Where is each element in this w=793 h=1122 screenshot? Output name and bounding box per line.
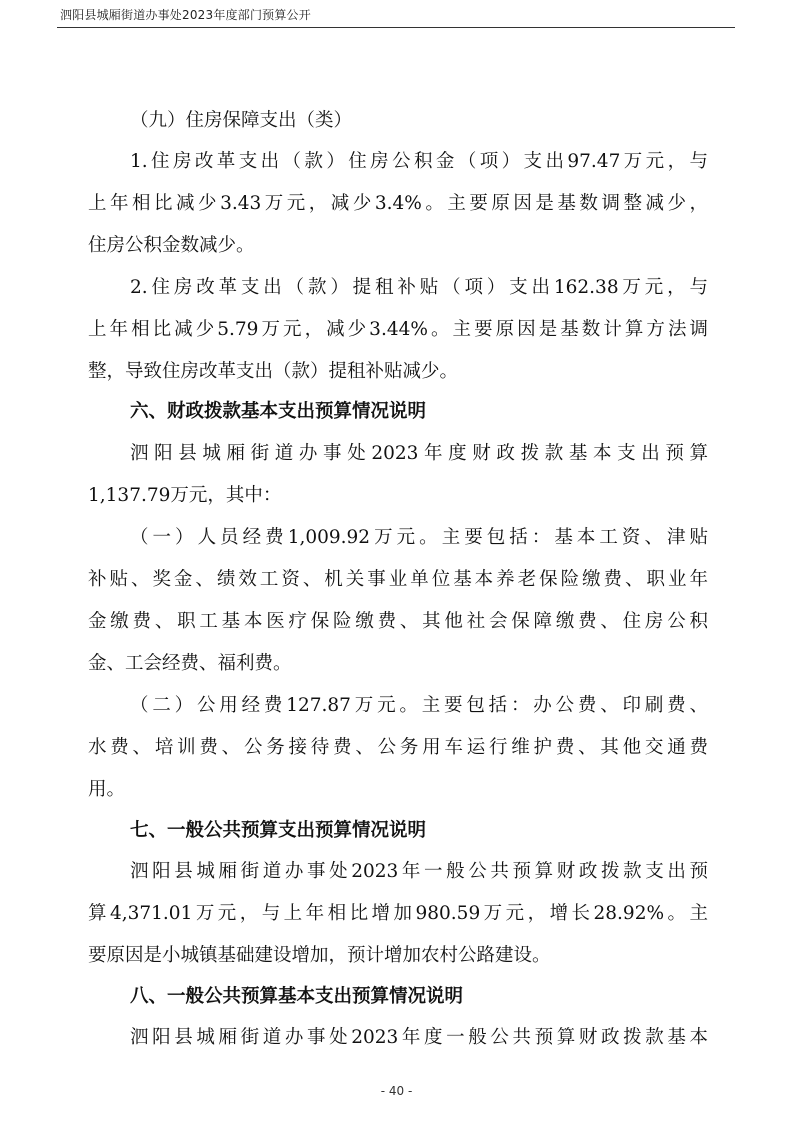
paragraph-line: 上年相比减少3.43万元，减少3.4%。主要原因是基数调整减少， [88,193,708,214]
section-heading: （九）住房保障支出（类） [130,110,353,131]
paragraph-line: 整，导致住房改革支出（款）提租补贴减少。 [88,361,459,382]
paragraph-line: 泗阳县城厢街道办事处2023年度财政拨款基本支出预算 [130,443,708,464]
paragraph-line: 补贴、奖金、绩效工资、机关事业单位基本养老保险缴费、职业年 [88,569,708,590]
paragraph-line: 2.住房改革支出（款）提租补贴（项）支出162.38万元，与 [130,277,708,298]
paragraph-line: 算4,371.01万元，与上年相比增加980.59万元，增长28.92%。主 [88,903,708,924]
page-header: 泗阳县城厢街道办事处2023年度部门预算公开 [60,8,311,22]
paragraph-line: 水费、培训费、公务接待费、公务用车运行维护费、其他交通费 [88,737,708,758]
section-heading: 八、一般公共预算基本支出预算情况说明 [130,986,464,1007]
paragraph-line: （二）公用经费127.87万元。主要包括：办公费、印刷费、 [130,695,708,716]
paragraph-line: 金、工会经费、福利费。 [88,653,292,674]
section-heading: 七、一般公共预算支出预算情况说明 [130,820,427,841]
section-heading: 六、财政拨款基本支出预算情况说明 [130,401,427,422]
paragraph-line: 1,137.79万元，其中： [88,485,282,506]
paragraph-line: 上年相比减少5.79万元，减少3.44%。主要原因是基数计算方法调 [88,319,708,340]
paragraph-line: 泗阳县城厢街道办事处2023年一般公共预算财政拨款支出预 [130,861,708,882]
paragraph-line: （一）人员经费1,009.92万元。主要包括：基本工资、津贴 [130,527,708,548]
page-number: - 40 - [380,1084,413,1098]
header-divider [57,27,735,28]
paragraph-line: 泗阳县城厢街道办事处2023年度一般公共预算财政拨款基本 [130,1027,708,1048]
paragraph-line: 住房公积金数减少。 [88,235,255,256]
paragraph-line: 要原因是小城镇基础建设增加，预计增加农村公路建设。 [88,945,551,966]
paragraph-line: 1.住房改革支出（款）住房公积金（项）支出97.47万元，与 [130,151,708,172]
paragraph-line: 金缴费、职工基本医疗保险缴费、其他社会保障缴费、住房公积 [88,611,708,632]
paragraph-line: 用。 [88,779,126,800]
